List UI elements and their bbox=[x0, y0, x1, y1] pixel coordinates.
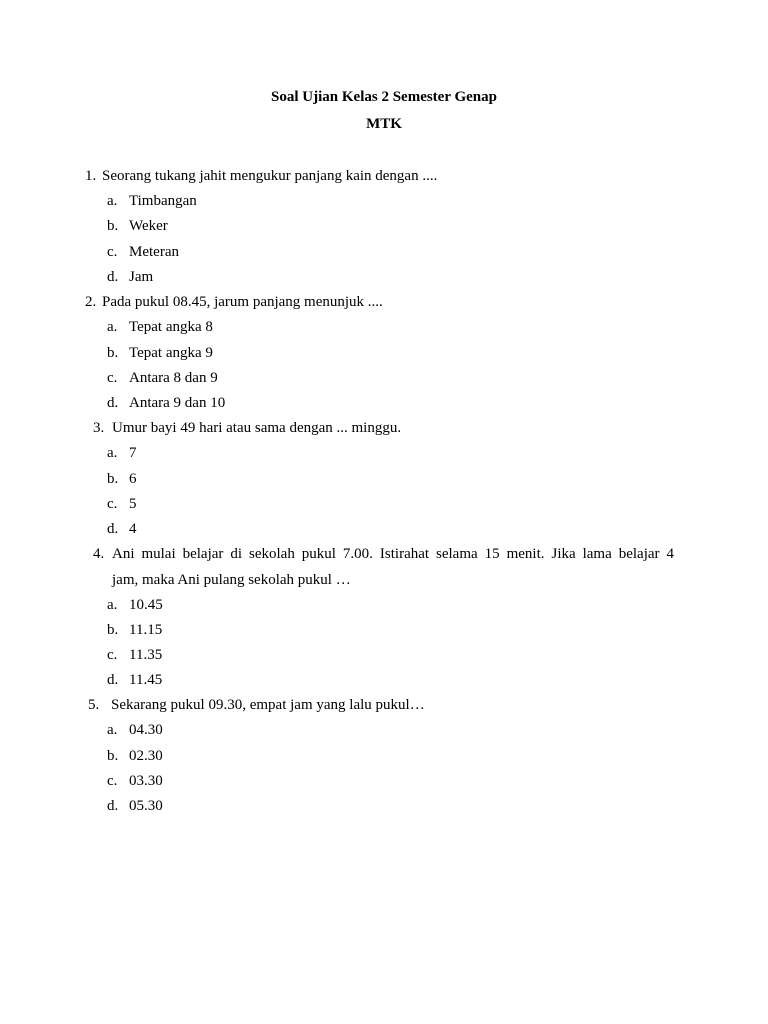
option-letter: d. bbox=[107, 521, 119, 537]
option-text: 5 bbox=[129, 496, 137, 512]
option-letter: c. bbox=[107, 496, 118, 512]
option-text: 11.45 bbox=[129, 672, 163, 688]
question-text: Pada pukul 08.45, jarum panjang menunjuk .... bbox=[102, 294, 383, 310]
option-text: Tepat angka 8 bbox=[129, 319, 213, 335]
option-letter: c. bbox=[107, 244, 118, 260]
question-number: 2. bbox=[85, 294, 97, 310]
option-text: Timbangan bbox=[129, 193, 197, 209]
option-letter: d. bbox=[107, 798, 119, 814]
question-text: Sekarang pukul 09.30, empat jam yang lalu pukul… bbox=[111, 697, 425, 713]
question-4-text-line1: Ani mulai belajar di sekolah pukul 7.00. Istirahat selama 15 menit. Jika lama belajar 4 bbox=[112, 546, 674, 562]
option-text: Antara 9 dan 10 bbox=[129, 395, 226, 411]
option-letter: a. bbox=[107, 722, 118, 738]
option-text: Tepat angka 9 bbox=[129, 345, 213, 361]
option-letter: b. bbox=[107, 748, 119, 764]
option-text: 6 bbox=[129, 471, 137, 487]
option-text: 7 bbox=[129, 445, 137, 461]
question-number: 1. bbox=[85, 168, 97, 184]
option-text: 4 bbox=[129, 521, 137, 537]
question-text: Seorang tukang jahit mengukur panjang kain dengan .... bbox=[102, 168, 438, 184]
question-4-text-line2 bbox=[112, 571, 351, 589]
option-letter: d. bbox=[107, 672, 119, 688]
option-text: 04.30 bbox=[129, 722, 163, 738]
option-letter: b. bbox=[107, 471, 119, 487]
document-title: Soal Ujian Kelas 2 Semester Genap bbox=[271, 89, 497, 105]
question-text: Umur bayi 49 hari atau sama dengan ... minggu. bbox=[112, 420, 402, 436]
question-text: jam, maka Ani pulang sekolah pukul … bbox=[112, 572, 351, 588]
option-text: Weker bbox=[129, 218, 168, 234]
option-text: 02.30 bbox=[129, 748, 163, 764]
option-text: 05.30 bbox=[129, 798, 163, 814]
document-subject: MTK bbox=[366, 116, 402, 132]
option-letter: c. bbox=[107, 773, 118, 789]
option-text: 11.35 bbox=[129, 647, 163, 663]
question-number: 3. bbox=[93, 420, 105, 436]
option-letter: b. bbox=[107, 218, 119, 234]
option-text: Antara 8 dan 9 bbox=[129, 370, 218, 386]
option-letter: d. bbox=[107, 395, 119, 411]
option-letter: a. bbox=[107, 193, 118, 209]
option-text: 03.30 bbox=[129, 773, 163, 789]
option-letter: a. bbox=[107, 597, 118, 613]
question-number: 5. bbox=[88, 697, 100, 713]
option-letter: d. bbox=[107, 269, 119, 285]
option-letter: a. bbox=[107, 445, 118, 461]
option-letter: a. bbox=[107, 319, 118, 335]
option-text: Meteran bbox=[129, 244, 179, 260]
option-text: Jam bbox=[129, 269, 154, 285]
option-letter: c. bbox=[107, 647, 118, 663]
option-text: 11.15 bbox=[129, 622, 163, 638]
question-number: 4. bbox=[93, 546, 105, 562]
option-text: 10.45 bbox=[129, 597, 163, 613]
option-letter: c. bbox=[107, 370, 118, 386]
option-letter: b. bbox=[107, 345, 119, 361]
option-letter: b. bbox=[107, 622, 119, 638]
